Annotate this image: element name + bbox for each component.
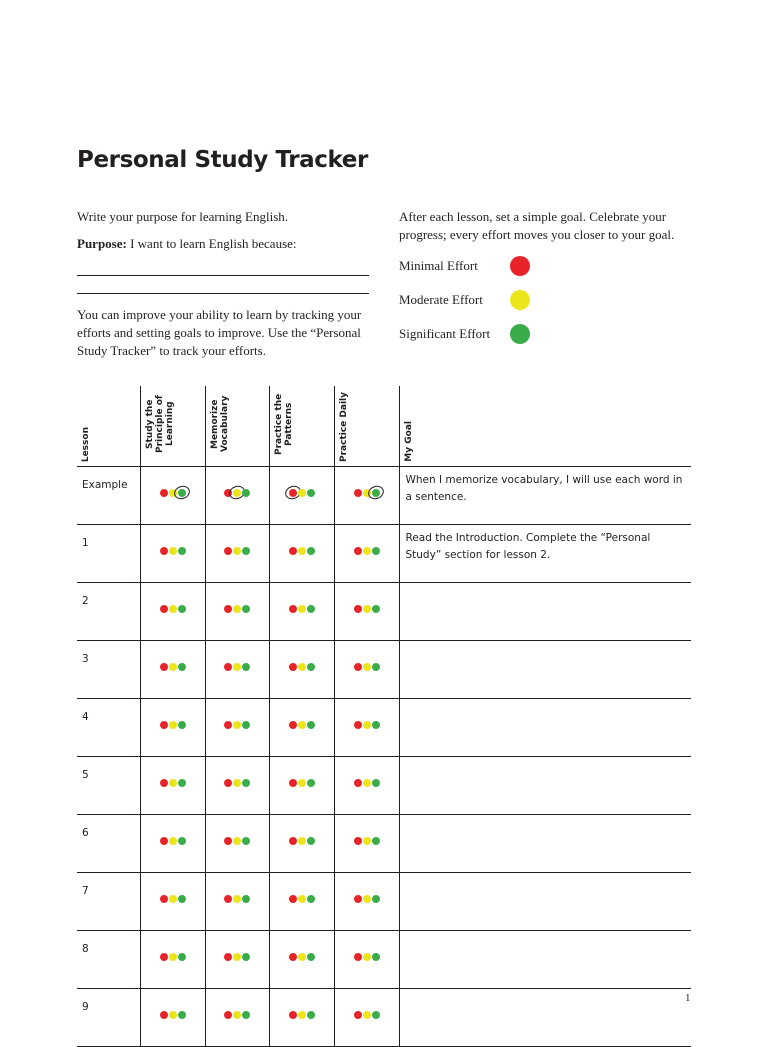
- goal-instructions: After each lesson, set a simple goal. Celebrate your progress; every effort moves you closer to your goal.: [399, 209, 675, 242]
- red-dot-icon[interactable]: [224, 547, 232, 555]
- lesson-cell: 5: [77, 757, 140, 815]
- yellow-dot-icon[interactable]: [169, 605, 177, 613]
- table-row: [77, 699, 691, 757]
- yellow-dot-icon[interactable]: [363, 721, 371, 729]
- red-dot-icon[interactable]: [289, 489, 297, 497]
- yellow-dot-icon[interactable]: [233, 895, 241, 903]
- purpose-label: Purpose:: [77, 236, 127, 251]
- green-dot-icon[interactable]: [372, 953, 380, 961]
- effort-dots: [206, 928, 269, 985]
- table-row: [77, 931, 691, 989]
- green-dot-icon[interactable]: [242, 895, 250, 903]
- effort-dots: [141, 638, 205, 695]
- green-dot-icon[interactable]: [372, 721, 380, 729]
- lesson-cell: 1: [77, 525, 140, 583]
- effort-cell: [269, 467, 334, 525]
- green-dot-icon[interactable]: [307, 1011, 315, 1019]
- effort-dots: [335, 986, 399, 1043]
- yellow-dot-icon[interactable]: [298, 837, 306, 845]
- effort-dots: [270, 870, 334, 927]
- effort-dots: [335, 464, 399, 521]
- effort-dots: [335, 870, 399, 927]
- effort-dots: [141, 580, 205, 637]
- yellow-dot-icon[interactable]: [363, 779, 371, 787]
- effort-cell: [269, 989, 334, 1047]
- green-dot-icon[interactable]: [242, 953, 250, 961]
- red-dot-icon[interactable]: [289, 547, 297, 555]
- yellow-dot-icon[interactable]: [363, 895, 371, 903]
- green-dot-icon[interactable]: [178, 895, 186, 903]
- yellow-dot-icon[interactable]: [298, 1011, 306, 1019]
- red-dot-icon[interactable]: [289, 663, 297, 671]
- yellow-dot-icon[interactable]: [233, 489, 241, 497]
- green-dot-icon[interactable]: [242, 721, 250, 729]
- green-dot-icon[interactable]: [242, 489, 250, 497]
- header-my-goal: My Goal: [399, 386, 691, 467]
- red-circle-icon: [510, 256, 530, 276]
- effort-cell: [140, 757, 205, 815]
- page-title: Personal Study Tracker: [77, 147, 368, 173]
- effort-cell: [334, 873, 399, 931]
- lesson-cell: 8: [77, 931, 140, 989]
- red-dot-icon[interactable]: [289, 779, 297, 787]
- green-dot-icon[interactable]: [178, 1011, 186, 1019]
- yellow-dot-icon[interactable]: [298, 953, 306, 961]
- header-practice-patterns: Practice the Patterns: [269, 386, 334, 467]
- yellow-dot-icon[interactable]: [298, 489, 306, 497]
- yellow-dot-icon[interactable]: [169, 953, 177, 961]
- green-dot-icon[interactable]: [178, 489, 186, 497]
- red-dot-icon[interactable]: [354, 837, 362, 845]
- purpose-intro: Write your purpose for learning English.: [77, 209, 289, 224]
- yellow-dot-icon[interactable]: [233, 663, 241, 671]
- effort-dots: [270, 464, 334, 521]
- green-dot-icon[interactable]: [372, 895, 380, 903]
- red-dot-icon[interactable]: [354, 953, 362, 961]
- purpose-write-line-1[interactable]: [77, 275, 369, 276]
- effort-cell: [334, 641, 399, 699]
- red-dot-icon[interactable]: [224, 953, 232, 961]
- red-dot-icon[interactable]: [224, 895, 232, 903]
- lesson-cell: 4: [77, 699, 140, 757]
- yellow-dot-icon[interactable]: [169, 663, 177, 671]
- yellow-dot-icon[interactable]: [233, 605, 241, 613]
- red-dot-icon[interactable]: [160, 779, 168, 787]
- effort-cell: [205, 815, 269, 873]
- yellow-dot-icon[interactable]: [233, 547, 241, 555]
- lesson-cell: Example: [77, 467, 140, 525]
- legend-label: Minimal Effort: [399, 258, 478, 273]
- effort-dots: [141, 870, 205, 927]
- effort-cell: [140, 989, 205, 1047]
- effort-cell: [334, 583, 399, 641]
- effort-cell: [205, 641, 269, 699]
- table-row: [77, 641, 691, 699]
- green-dot-icon[interactable]: [307, 605, 315, 613]
- green-dot-icon[interactable]: [242, 1011, 250, 1019]
- effort-cell: [205, 583, 269, 641]
- red-dot-icon[interactable]: [289, 895, 297, 903]
- effort-cell: [334, 525, 399, 583]
- yellow-dot-icon[interactable]: [169, 895, 177, 903]
- effort-dots: [141, 464, 205, 521]
- green-dot-icon[interactable]: [372, 837, 380, 845]
- red-dot-icon[interactable]: [354, 895, 362, 903]
- yellow-dot-icon[interactable]: [298, 663, 306, 671]
- header-lesson: Lesson: [77, 386, 140, 467]
- yellow-dot-icon[interactable]: [233, 837, 241, 845]
- red-dot-icon[interactable]: [224, 663, 232, 671]
- green-dot-icon[interactable]: [372, 779, 380, 787]
- page-number: 1: [685, 992, 691, 1004]
- effort-dots: [270, 812, 334, 869]
- yellow-dot-icon[interactable]: [363, 605, 371, 613]
- green-dot-icon[interactable]: [242, 663, 250, 671]
- green-dot-icon[interactable]: [178, 547, 186, 555]
- effort-cell: [269, 525, 334, 583]
- yellow-dot-icon[interactable]: [169, 1011, 177, 1019]
- effort-cell: [269, 641, 334, 699]
- effort-dots: [206, 522, 269, 579]
- red-dot-icon[interactable]: [160, 721, 168, 729]
- green-dot-icon[interactable]: [178, 605, 186, 613]
- effort-cell: [140, 699, 205, 757]
- effort-dots: [270, 986, 334, 1043]
- header-practice-daily: Practice Daily: [334, 386, 399, 467]
- yellow-circle-icon: [510, 290, 530, 310]
- yellow-dot-icon[interactable]: [363, 837, 371, 845]
- table-row: [77, 583, 691, 641]
- effort-cell: [334, 757, 399, 815]
- green-dot-icon[interactable]: [242, 605, 250, 613]
- effort-dots: [335, 638, 399, 695]
- goal-cell[interactable]: [399, 699, 691, 757]
- lesson-cell: 7: [77, 873, 140, 931]
- yellow-dot-icon[interactable]: [363, 953, 371, 961]
- red-dot-icon[interactable]: [224, 721, 232, 729]
- effort-cell: [334, 989, 399, 1047]
- red-dot-icon[interactable]: [224, 1011, 232, 1019]
- red-dot-icon[interactable]: [160, 837, 168, 845]
- green-dot-icon[interactable]: [307, 547, 315, 555]
- green-dot-icon[interactable]: [178, 663, 186, 671]
- effort-cell: [334, 467, 399, 525]
- effort-cell: [205, 699, 269, 757]
- red-dot-icon[interactable]: [289, 837, 297, 845]
- effort-dots: [270, 928, 334, 985]
- yellow-dot-icon[interactable]: [233, 721, 241, 729]
- yellow-dot-icon[interactable]: [298, 779, 306, 787]
- effort-dots: [270, 638, 334, 695]
- effort-dots: [270, 522, 334, 579]
- lesson-cell: 2: [77, 583, 140, 641]
- purpose-text: I want to learn English because:: [126, 236, 297, 251]
- green-dot-icon[interactable]: [242, 779, 250, 787]
- yellow-dot-icon[interactable]: [363, 663, 371, 671]
- effort-dots: [206, 986, 269, 1043]
- red-dot-icon[interactable]: [160, 489, 168, 497]
- red-dot-icon[interactable]: [354, 547, 362, 555]
- effort-cell: [269, 583, 334, 641]
- red-dot-icon[interactable]: [354, 489, 362, 497]
- effort-cell: [205, 873, 269, 931]
- legend-label: Moderate Effort: [399, 292, 483, 307]
- effort-dots: [141, 696, 205, 753]
- green-dot-icon[interactable]: [178, 779, 186, 787]
- goal-cell[interactable]: [399, 931, 691, 989]
- effort-dots: [335, 696, 399, 753]
- red-dot-icon[interactable]: [354, 605, 362, 613]
- effort-cell: [140, 931, 205, 989]
- red-dot-icon[interactable]: [289, 1011, 297, 1019]
- effort-cell: [140, 641, 205, 699]
- red-dot-icon[interactable]: [160, 1011, 168, 1019]
- purpose-line: [77, 235, 297, 253]
- goal-cell[interactable]: [399, 757, 691, 815]
- effort-dots: [141, 754, 205, 811]
- effort-dots: [141, 986, 205, 1043]
- goal-cell[interactable]: [399, 873, 691, 931]
- effort-cell: [334, 699, 399, 757]
- lesson-cell: 9: [77, 989, 140, 1047]
- effort-dots: [141, 928, 205, 985]
- effort-dots: [335, 928, 399, 985]
- effort-dots: [335, 812, 399, 869]
- green-dot-icon[interactable]: [372, 605, 380, 613]
- table-row: [77, 757, 691, 815]
- red-dot-icon[interactable]: [160, 605, 168, 613]
- goal-cell[interactable]: When I memorize vocabulary, I will use each word in a sentence.: [399, 467, 691, 525]
- effort-cell: [269, 699, 334, 757]
- effort-cell: [205, 931, 269, 989]
- effort-cell: [140, 815, 205, 873]
- red-dot-icon[interactable]: [289, 605, 297, 613]
- green-dot-icon[interactable]: [307, 779, 315, 787]
- green-dot-icon[interactable]: [307, 837, 315, 845]
- effort-cell: [205, 525, 269, 583]
- green-dot-icon[interactable]: [307, 663, 315, 671]
- effort-dots: [141, 812, 205, 869]
- red-dot-icon[interactable]: [160, 895, 168, 903]
- header-memorize-vocabulary: Memorize Vocabulary: [205, 386, 269, 467]
- effort-cell: [140, 467, 205, 525]
- green-dot-icon[interactable]: [307, 489, 315, 497]
- table-row: [77, 525, 691, 583]
- yellow-dot-icon[interactable]: [169, 779, 177, 787]
- red-dot-icon[interactable]: [160, 663, 168, 671]
- red-dot-icon[interactable]: [354, 721, 362, 729]
- yellow-dot-icon[interactable]: [363, 1011, 371, 1019]
- yellow-dot-icon[interactable]: [298, 721, 306, 729]
- effort-cell: [205, 989, 269, 1047]
- effort-cell: [205, 467, 269, 525]
- table-row: [77, 467, 691, 525]
- yellow-dot-icon[interactable]: [298, 895, 306, 903]
- red-dot-icon[interactable]: [224, 837, 232, 845]
- effort-dots: [141, 522, 205, 579]
- yellow-dot-icon[interactable]: [363, 547, 371, 555]
- green-dot-icon[interactable]: [307, 721, 315, 729]
- green-dot-icon[interactable]: [242, 837, 250, 845]
- lesson-cell: 6: [77, 815, 140, 873]
- yellow-dot-icon[interactable]: [233, 779, 241, 787]
- effort-cell: [140, 525, 205, 583]
- yellow-dot-icon[interactable]: [298, 547, 306, 555]
- effort-cell: [334, 815, 399, 873]
- effort-cell: [140, 583, 205, 641]
- goal-cell[interactable]: [399, 989, 691, 1047]
- goal-cell[interactable]: [399, 583, 691, 641]
- goal-cell[interactable]: [399, 641, 691, 699]
- table-row: [77, 815, 691, 873]
- yellow-dot-icon[interactable]: [169, 547, 177, 555]
- effort-dots: [335, 580, 399, 637]
- green-dot-icon[interactable]: [372, 1011, 380, 1019]
- effort-dots: [206, 696, 269, 753]
- effort-cell: [269, 931, 334, 989]
- yellow-dot-icon[interactable]: [233, 1011, 241, 1019]
- goal-cell[interactable]: Read the Introduction. Complete the “Personal Study” section for lesson 2.: [399, 525, 691, 583]
- effort-dots: [270, 580, 334, 637]
- effort-dots: [206, 580, 269, 637]
- green-dot-icon[interactable]: [178, 953, 186, 961]
- yellow-dot-icon[interactable]: [233, 953, 241, 961]
- green-dot-icon[interactable]: [178, 721, 186, 729]
- effort-dots: [270, 696, 334, 753]
- red-dot-icon[interactable]: [160, 953, 168, 961]
- tracker-instructions: You can improve your ability to learn by tracking your efforts and setting goals to improve. Use the “Personal Study Tracker” to track your efforts.: [77, 307, 362, 358]
- effort-dots: [206, 870, 269, 927]
- red-dot-icon[interactable]: [224, 605, 232, 613]
- effort-dots: [270, 754, 334, 811]
- table-header-row: [77, 386, 691, 467]
- red-dot-icon[interactable]: [289, 721, 297, 729]
- effort-cell: [269, 873, 334, 931]
- red-dot-icon[interactable]: [160, 547, 168, 555]
- table-row: [77, 873, 691, 931]
- purpose-write-line-2[interactable]: [77, 293, 369, 294]
- effort-dots: [335, 754, 399, 811]
- green-dot-icon[interactable]: [307, 895, 315, 903]
- legend-label: Significant Effort: [399, 326, 491, 341]
- red-dot-icon[interactable]: [289, 953, 297, 961]
- effort-dots: [206, 638, 269, 695]
- green-circle-icon: [510, 324, 530, 344]
- yellow-dot-icon[interactable]: [169, 721, 177, 729]
- effort-dots: [206, 754, 269, 811]
- lesson-cell: 3: [77, 641, 140, 699]
- table-row: [77, 989, 691, 1047]
- effort-dots: [206, 812, 269, 869]
- study-tracker-table: [77, 386, 691, 1047]
- green-dot-icon[interactable]: [178, 837, 186, 845]
- effort-dots: [206, 464, 269, 521]
- green-dot-icon[interactable]: [372, 663, 380, 671]
- green-dot-icon[interactable]: [307, 953, 315, 961]
- red-dot-icon[interactable]: [224, 779, 232, 787]
- effort-dots: [335, 522, 399, 579]
- green-dot-icon[interactable]: [372, 489, 380, 497]
- header-study-principle: Study the Principle of Learning: [140, 386, 205, 467]
- red-dot-icon[interactable]: [354, 779, 362, 787]
- effort-cell: [140, 873, 205, 931]
- red-dot-icon[interactable]: [354, 1011, 362, 1019]
- green-dot-icon[interactable]: [372, 547, 380, 555]
- effort-cell: [269, 757, 334, 815]
- effort-cell: [205, 757, 269, 815]
- red-dot-icon[interactable]: [354, 663, 362, 671]
- goal-cell[interactable]: [399, 815, 691, 873]
- effort-cell: [269, 815, 334, 873]
- green-dot-icon[interactable]: [242, 547, 250, 555]
- effort-cell: [334, 931, 399, 989]
- yellow-dot-icon[interactable]: [298, 605, 306, 613]
- yellow-dot-icon[interactable]: [169, 837, 177, 845]
